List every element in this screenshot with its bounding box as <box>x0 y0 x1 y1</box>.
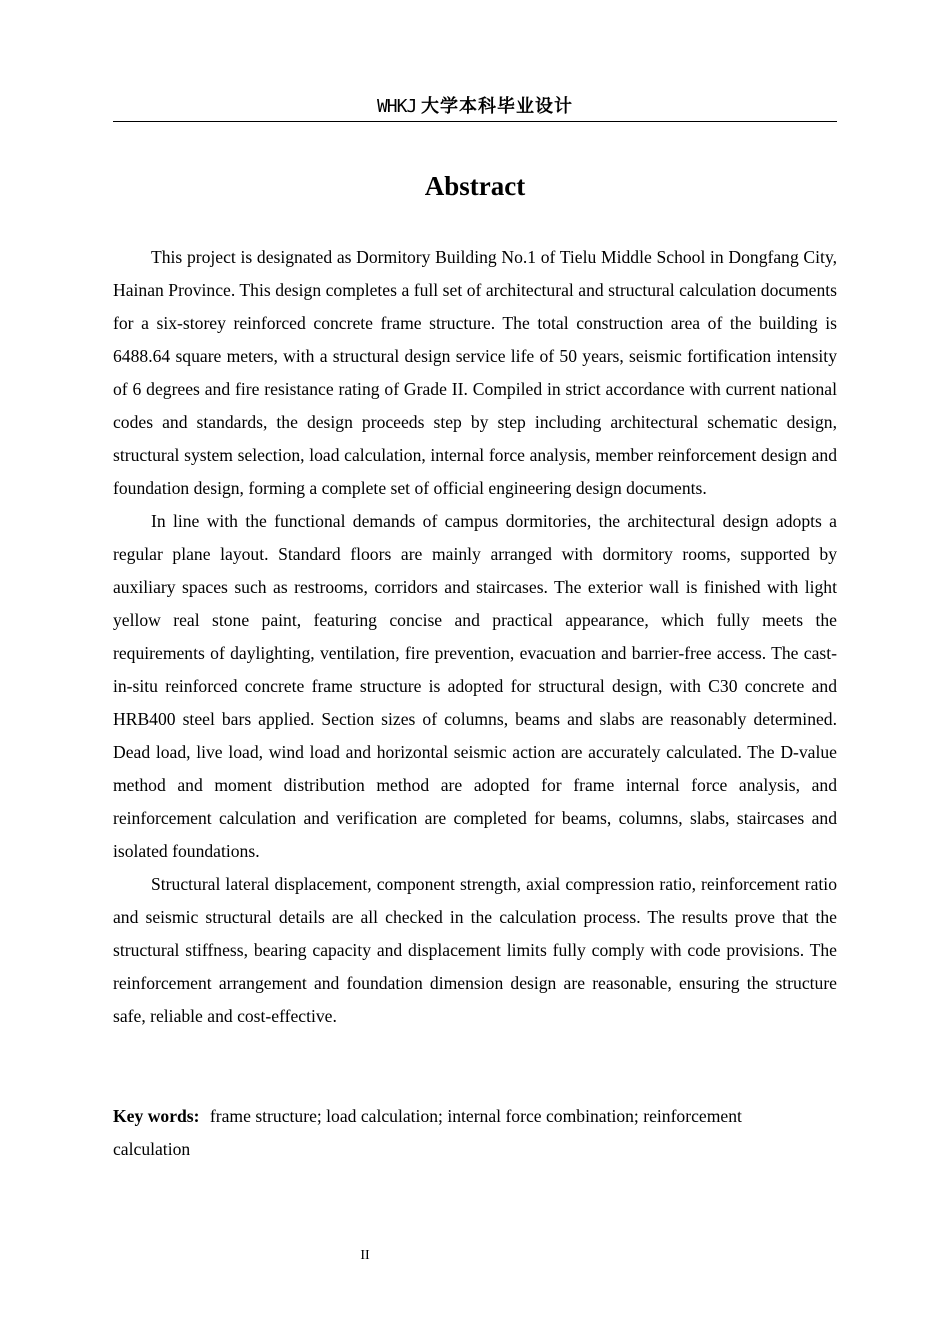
keywords-label: Key words: <box>113 1106 200 1126</box>
abstract-paragraph: In line with the functional demands of campus dormitories, the architectural design adopts a regular plane layout. Standard floors are mainly arranged with dormitory rooms, supported by auxiliary spaces such as restrooms, corridors and staircases. The exterior wall is finished with light yellow real stone paint, featuring concise and practical appearance, which fully meets the requirements of daylighting, ventilation, fire prevention, evacuation and barrier-free access. The cast-in-situ reinforced concrete frame structure is adopted for structural design, with C30 concrete and HRB400 steel bars applied. Section sizes of columns, beams and slabs are reasonably determined. Dead load, live load, wind load and horizontal seismic action are accurately calculated. The D-value method and moment distribution method are adopted for frame internal force analysis, and reinforcement calculation and verification are completed for beams, columns, slabs, staircases and isolated foundations. <box>113 511 837 861</box>
keywords-text: frame structure; load calculation; internal force combination; reinforcement calculation <box>113 1106 742 1159</box>
header-university-code: WHKJ <box>376 96 417 117</box>
abstract-paragraph: Structural lateral displacement, component strength, axial compression ratio, reinforcement ratio and seismic structural details are all checked in the calculation process. The results prove that the structural stiffness, bearing capacity and displacement limits fully comply with code provisions. The reinforcement arrangement and foundation dimension design are reasonable, ensuring the structure safe, reliable and cost-effective. <box>113 874 837 1026</box>
page-title: Abstract <box>424 171 526 201</box>
abstract-body <box>113 241 837 1033</box>
page-header <box>113 93 837 122</box>
abstract-paragraph: This project is designated as Dormitory Building No.1 of Tielu Middle School in Dongfang City, Hainan Province. This design completes a full set of architectural and structural calculation documents for a six-storey reinforced concrete frame structure. The total construction area of the building is 6488.64 square meters, with a structural design service life of 50 years, seismic fortification intensity of 6 degrees and fire resistance rating of Grade II. Compiled in strict accordance with current national codes and standards, the design proceeds step by step including architectural schematic design, structural system selection, load calculation, internal force analysis, member reinforcement design and foundation design, forming a complete set of official engineering design documents. <box>113 247 837 498</box>
page-number: II <box>360 1248 370 1263</box>
header-thesis-label: 大学本科毕业设计 <box>421 96 574 117</box>
keywords <box>113 1100 813 1166</box>
